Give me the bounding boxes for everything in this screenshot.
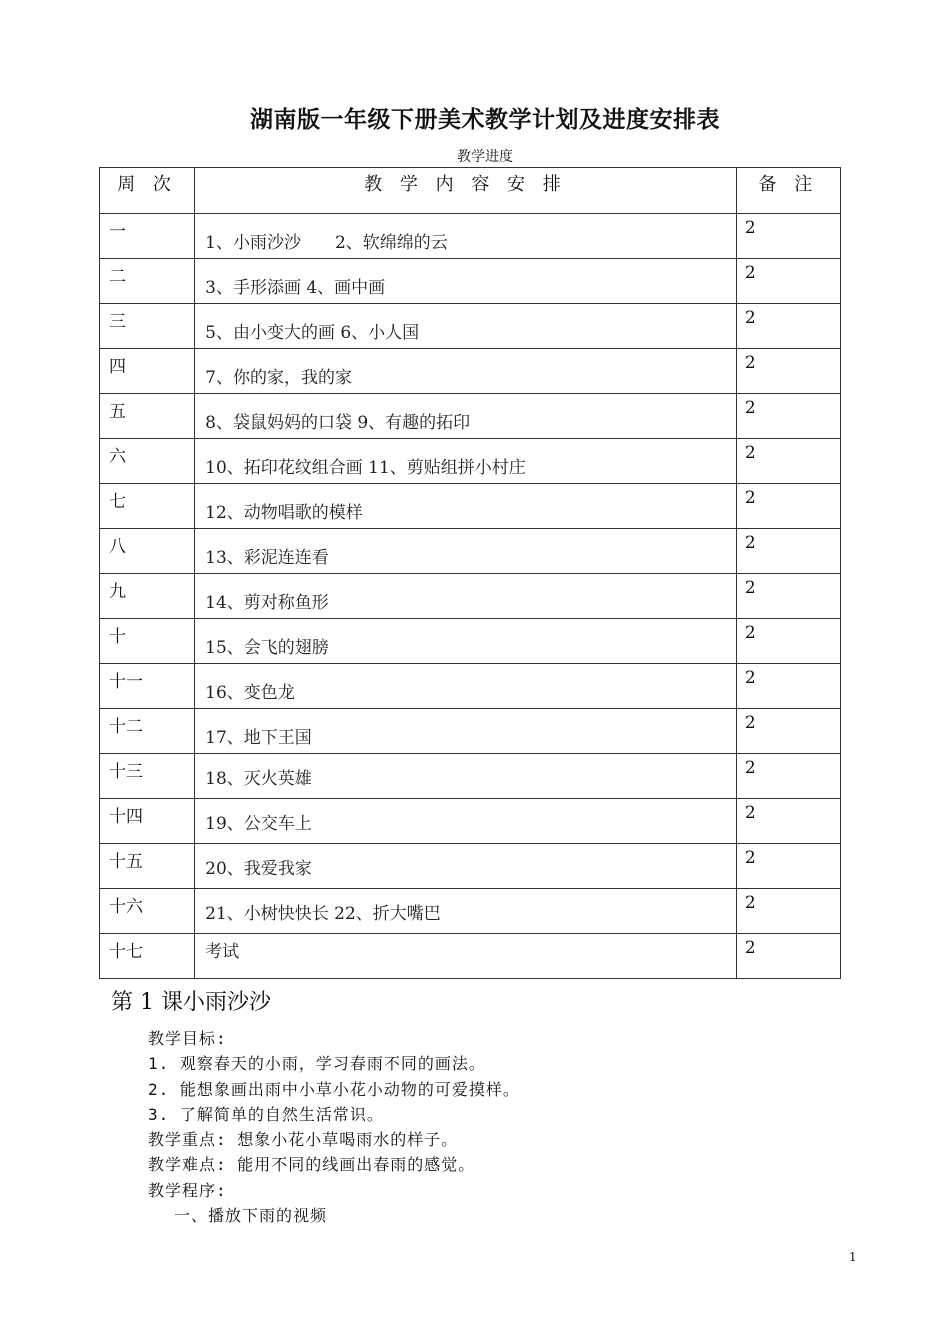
note-label: 2: [744, 893, 756, 913]
note-label: 2: [744, 263, 756, 283]
note-cell: [736, 214, 840, 259]
week-label: 十一: [109, 672, 143, 692]
note-label: 2: [744, 308, 756, 328]
week-label: 七: [109, 492, 126, 512]
content-label: 14、剪对称鱼形: [205, 593, 329, 613]
table-row: [100, 304, 841, 349]
lesson-line: 1. 观察春天的小雨，学习春雨不同的画法。: [148, 1054, 486, 1074]
note-cell: [736, 574, 840, 619]
week-cell: [100, 619, 195, 664]
content-label: 1、小雨沙沙 2、软绵绵的云: [205, 233, 448, 253]
content-label: 考试: [205, 942, 240, 962]
note-label: 2: [744, 668, 756, 688]
lesson-title: 第 1 课小雨沙沙: [111, 990, 271, 1015]
content-label: 20、我爱我家: [205, 859, 312, 879]
note-cell: [736, 439, 840, 484]
note-cell: [736, 754, 840, 799]
week-label: 十六: [109, 897, 143, 917]
week-label: 十五: [109, 852, 143, 872]
note-label: 2: [744, 488, 756, 508]
week-cell: [100, 304, 195, 349]
content-cell: [195, 799, 737, 844]
note-label: 2: [744, 803, 756, 823]
note-cell: [736, 394, 840, 439]
lesson-line: 2. 能想象画出雨中小草小花小动物的可爱摸样。: [148, 1079, 520, 1099]
week-label: 四: [109, 357, 126, 377]
content-cell: [195, 619, 737, 664]
content-label: 10、拓印花纹组合画 11、剪贴组拼小村庄: [205, 458, 526, 478]
table-row: [100, 259, 841, 304]
content-cell: [195, 709, 737, 754]
note-label: 2: [744, 353, 756, 373]
lesson-line: 教学目标:: [148, 1029, 227, 1048]
page-number: 1: [849, 1250, 857, 1264]
content-cell: [195, 754, 737, 799]
week-cell: [100, 484, 195, 529]
content-cell: [195, 844, 737, 889]
week-label: 八: [109, 537, 126, 557]
note-cell: [736, 799, 840, 844]
week-label: 十七: [109, 942, 143, 962]
note-label: 2: [744, 623, 756, 643]
note-label: 2: [744, 758, 756, 778]
table-row: [100, 394, 841, 439]
week-label: 九: [109, 582, 126, 602]
week-cell: [100, 844, 195, 889]
content-cell: [195, 484, 737, 529]
note-label: 2: [744, 938, 756, 958]
week-cell: [100, 529, 195, 574]
week-cell: [100, 799, 195, 844]
content-cell: [195, 529, 737, 574]
week-label: 五: [109, 402, 126, 422]
note-cell: [736, 709, 840, 754]
table-row: [100, 529, 841, 574]
week-label: 十四: [109, 807, 143, 827]
week-label: 一: [109, 222, 126, 242]
note-cell: [736, 304, 840, 349]
week-cell: [100, 889, 195, 934]
header-note: 备 注: [736, 168, 840, 214]
note-cell: [736, 844, 840, 889]
table-row: [100, 754, 841, 799]
table-row: [100, 664, 841, 709]
content-cell: [195, 304, 737, 349]
content-cell: [195, 214, 737, 259]
content-label: 13、彩泥连连看: [205, 548, 329, 568]
note-label: 2: [744, 578, 756, 598]
table-row: [100, 484, 841, 529]
week-cell: [100, 664, 195, 709]
content-label: 8、袋鼠妈妈的口袋 9、有趣的拓印: [205, 413, 471, 433]
content-cell: [195, 934, 737, 979]
content-label: 7、你的家，我的家: [205, 368, 352, 388]
table-row: [100, 844, 841, 889]
content-cell: [195, 259, 737, 304]
document-title: 湖南版一年级下册美术教学计划及进度安排表: [250, 107, 720, 133]
content-label: 18、灭火英雄: [205, 769, 312, 789]
header-week: 周 次: [100, 168, 195, 214]
note-cell: [736, 619, 840, 664]
table-row: [100, 709, 841, 754]
content-label: 5、由小变大的画 6、小人国: [205, 323, 420, 343]
week-cell: [100, 574, 195, 619]
note-label: 2: [744, 533, 756, 553]
lesson-line: 教学程序:: [148, 1180, 227, 1200]
week-cell: [100, 934, 195, 979]
note-cell: [736, 484, 840, 529]
week-label: 二: [109, 267, 126, 287]
note-label: 2: [744, 713, 756, 733]
note-label: 2: [744, 443, 756, 463]
lesson-line: 3. 了解简单的自然生活常识。: [148, 1104, 384, 1124]
note-label: 2: [744, 218, 756, 238]
table-row: [100, 934, 841, 979]
content-label: 3、手形添画 4、画中画: [205, 278, 386, 298]
lesson-line: 教学重点: 想象小花小草喝雨水的样子。: [148, 1130, 459, 1150]
table-row: [100, 619, 841, 664]
header-content: 教 学 内 容 安 排: [195, 168, 737, 214]
lesson-line: 教学难点: 能用不同的线画出春雨的感觉。: [148, 1155, 476, 1175]
schedule-table: [99, 167, 841, 979]
week-label: 十: [109, 627, 126, 647]
content-cell: [195, 349, 737, 394]
week-cell: [100, 439, 195, 484]
week-label: 六: [109, 447, 126, 467]
lesson-line: 一、播放下雨的视频: [174, 1206, 328, 1226]
content-cell: [195, 394, 737, 439]
table-row: [100, 439, 841, 484]
table-row: [100, 214, 841, 259]
note-cell: [736, 259, 840, 304]
content-label: 19、公交车上: [205, 814, 312, 834]
content-label: 16、变色龙: [205, 683, 295, 703]
content-cell: [195, 889, 737, 934]
table-row: [100, 889, 841, 934]
content-label: 21、小树快快长 22、折大嘴巴: [205, 904, 441, 924]
note-label: 2: [744, 848, 756, 868]
table-row: [100, 349, 841, 394]
week-cell: [100, 349, 195, 394]
content-label: 17、地下王国: [205, 728, 312, 748]
note-cell: [736, 934, 840, 979]
content-cell: [195, 664, 737, 709]
note-cell: [736, 889, 840, 934]
week-cell: [100, 394, 195, 439]
lesson-body: [148, 1026, 520, 1228]
table-row: [100, 799, 841, 844]
content-cell: [195, 439, 737, 484]
note-label: 2: [744, 398, 756, 418]
note-cell: [736, 664, 840, 709]
week-label: 十三: [109, 762, 143, 782]
note-cell: [736, 349, 840, 394]
week-label: 三: [109, 312, 126, 332]
content-cell: [195, 574, 737, 619]
week-cell: [100, 214, 195, 259]
week-cell: [100, 259, 195, 304]
week-cell: [100, 709, 195, 754]
content-label: 15、会飞的翅膀: [205, 638, 329, 658]
content-label: 12、动物唱歌的模样: [205, 503, 363, 523]
table-row: [100, 574, 841, 619]
week-cell: [100, 754, 195, 799]
note-cell: [736, 529, 840, 574]
week-label: 十二: [109, 717, 143, 737]
table-caption: 教学进度: [457, 149, 513, 165]
